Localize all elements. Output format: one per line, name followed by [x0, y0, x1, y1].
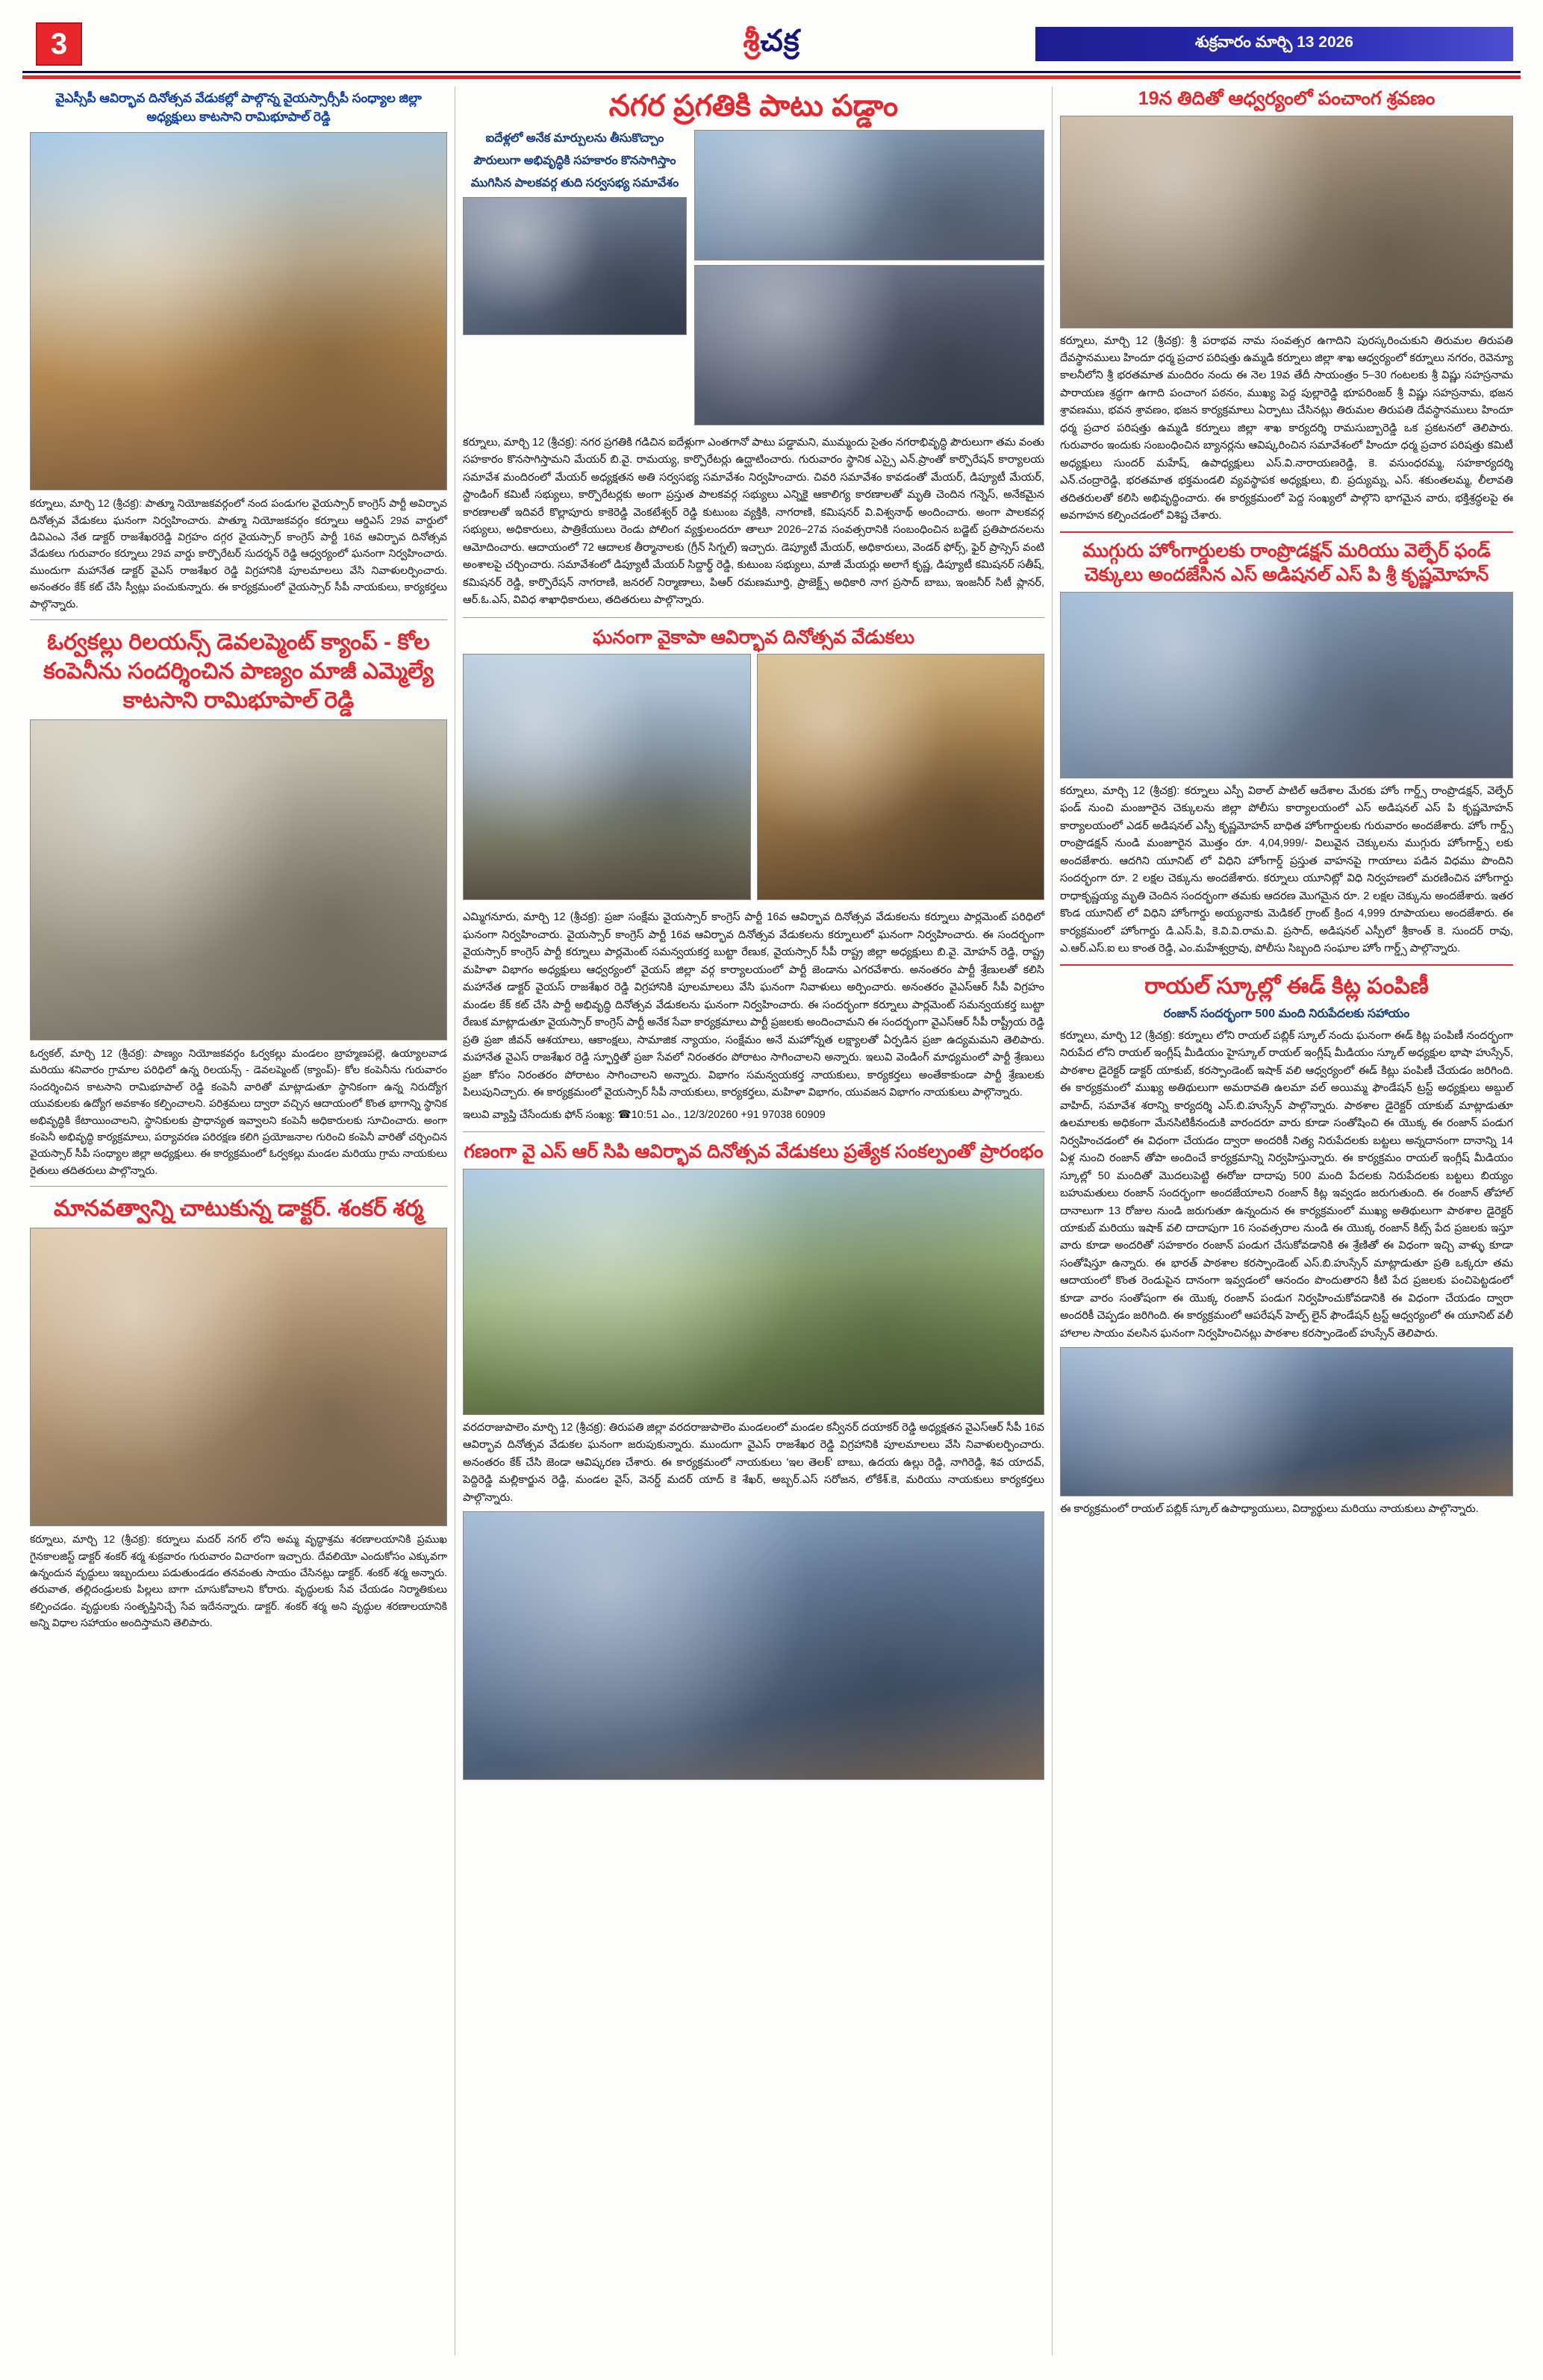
column-grid — [22, 87, 1521, 2355]
ysrcp-rally-photo — [463, 654, 751, 900]
left-story2-headline: ఓర్వకల్లు రిలయన్స్ డెవలప్మెంట్ క్యాంప్ - కోల కంపెనీను సందర్శించిన పాణ్యం మాజీ ఎమ్మెల్యే కాటసాని రామిభూపాల్ రెడ్డి — [43, 630, 434, 713]
right-story2-body: కర్నూలు, మార్చి 12 (శ్రీచక్ర): కర్నూలు ఎస్పీ విఠాల్ పాటిల్ ఆదేశాల మేరకు హోం గార్డ్స్ రాంప్రొడక్షన్, వెల్ఫేర్ ఫండ్ నుంచి మంజూరైన చెక్కులను జిల్లా పోలీసు కార్యాలయంలో ఎస్ అడిషనల్ ఎస్ పి కృష్ణమోహన్ కార్యాలయంలో ఎడర్ అడిషనల్ ఎస్పీ కృష్ణమోహన్ బాధిత హోంగార్డులకు గురువారం అందజేశారు. హోం గార్డ్స్ రాంప్రొడక్షన్ నుండి మంజూరైన మొత్తం రూ. 4,04,999/- విలువైన చెక్కులను ముగ్గురు హోంగార్డ్స్ లకు అందజేశారు. ఆదగిని యూనిట్ లో విధిని హోంగార్డ్ ప్రస్తుత వాహనపై గాయాలు పడిన విధము పొందిని సందర్భంగా రూ. 2 లక్షల చెక్కును అందజేశారు. కర్నూలు యూనిట్లో విధి నిర్వహణలో మరణించిన హోంగార్డు రాధాకృష్ణయ్య మృతి చెందిన సందర్భంగా తమకు ఆదరణ మొగమైన రూ. 2 లక్షల చెక్కును అందజేశారు. ఇతర కొండ యూనిట్ లో విధిని హోంగార్డు అయ్యనాకు మెడికల్ గ్రాంట్ క్రింద 4,999 రూపాయలు అందజేశారు. ఈ కార్యక్రమంలో హోంగార్డు డి.ఎస్.పి, కె.వి.వి.రామ.వి. ప్రసాద్, అడిషనల్ ఎస్పీలో శ్రీకాంత్ కె. సుందర్ రావు, ఎ.ఆర్.ఎస్.ఐ లు కాంత రెడ్డి, ఎం.మహేశ్వర్రావు, పోలీసు సిబ్బంది సంఘాల హోం గార్డ్స్ పాల్గొన్నారు. — [1060, 784, 1513, 955]
village-story-body: వరదరాజుపాలెం మార్చి 12 (శ్రీచక్ర): తిరుపతి జిల్లా వరదరాజుపాలెం మండలంలో మండల కన్వీనర్ దయాకర్ రెడ్డి అధ్యక్షతన వైఎస్ఆర్ సీపీ 16వ ఆవిర్భావ దినోత్సవ వేడుకల ఘనంగా జరుపుకున్నారు. ముందుగా వైఎస్ రాజశేఖర రెడ్డి విగ్రహానికి పూలమాలలు వేసి నివాళులర్పించారు. అనంతరం కేక్ చేసి జెండా ఆవిష్కరణ చేశారు. ఈ కార్యక్రమంలో నాయకులు 'ఇల తెలక్' బాబు, ఉదయ ఉల్లు రెడ్డి, నాగిరెడ్డి, శివ యాదవ్, పెద్దిరెడ్డి మల్లికార్జున రెడ్డి, మండల వైస్, వెనర్డ్ మదర్ యాద్ కె శేఖర్, అబ్బర్.ఎస్ సరోజన, లోకేశ్.కె, మరియు నాయకులు కార్యకర్తలు పాల్గొన్నారు. — [463, 1421, 1044, 1504]
logo-part-sri: శ్రీ — [743, 25, 761, 57]
divider-2 — [30, 1186, 447, 1187]
mayor-speech-photo — [694, 265, 1044, 425]
left-story2-caption: ఓర్వకల్, మార్చి 12 (శ్రీచక్ర): పాణ్యం నియోజకవర్గం ఓర్వకల్లు మండలం బ్రాహ్మణపల్లె, ఉయ్యాలవాడ మరియు శనివారం గ్రామాల పరిధిలో ఉన్న రిలయన్స్ - డెవలప్మెంట్ (క్యాంప్)- కోల కంపెనీను గురువారం సందర్శించిన కాటసాని రామిభూపాల్ రెడ్డి కంపెనీ వారితో మాట్లాడుతూ స్థానికంగా ఉన్న నిరుద్యోగ యువకులకు ఉద్యోగ అవకాశం కల్పించాలని. పరిశ్రమలు ద్వారా వచ్చిన ఆదాయంలో కొంత భాగాన్ని స్థానిక అభివృద్ధికి కేటాయించాలని, స్థానికులకు ప్రాధాన్యత ఇవ్వాలని కంపెనీ అధికారులకు సూచించారు. అంగా కంపెనీ అభివృద్ధి కార్యక్రమాలు, పర్యావరణ పరిరక్షణ కలిగి ప్రయోజనాల గురించి కంపెనీ వారితో చర్చించిన వైయస్సార్ సీపీ సంధ్యాల జిల్లా అధ్యక్షులు. ఈ కార్యక్రమంలో ఓర్వకల్లు మండల మరియు గ్రామ నాయకులు రైతులు తదితరులు పాల్గొన్నారు. — [30, 1047, 447, 1176]
left-story1-caption: కర్నూలు, మార్చి 12 (శ్రీచక్ర): పాత్మూ నియోజకవర్గంలో నంద పండుగల వైయస్సార్ కాంగ్రెస్ పార్టీ అవిర్భావ దినోత్సవ వేడుకలు ఘనంగా నిర్వహించారు. పాత్మూ నియోజకవర్గం కర్నూలు ఆర్డిఎస్ 29వ వార్డులో డివిఎంఎ నేత డాక్టర్ రాజశేఖరరెడ్డి విగ్రహం దగ్గర వైయస్సార్ కాంగ్రెస్ పార్టీ 16వ ఆవిర్భావ దినోత్సవ వేడుకలు గురువారం కర్నూలు 29వ వార్డు కార్పొరేటర్ సుదర్శన్ రెడ్డి ఆధ్వర్యంలో ఘనంగా నిర్వహించారు. ముందుగా మహానేత డాక్టర్ వైఎస్ రాజశేఖర రెడ్డి విగ్రహానికి పూలమాలలు వేసి నివాళులర్పించారు. అనంతరం కేక్ కట్ చేసి స్వీట్లు పంచుకున్నారు. ఈ కార్యక్రమంలో వైయస్సార్ సీపీ నాయకులు, కార్యకర్తలు పాల్గొన్నారు. — [30, 497, 447, 610]
left-story1-kicker: వైఎస్సీపీ ఆవిర్భావ దినోత్సవ వేడుకల్లో పాల్గొన్న వైయస్సార్సీపీ సంధ్యాల జిల్లా అధ్యక్షులు కాటసాని రామిభూపాల్ రెడ్డి — [55, 91, 422, 124]
left-column — [22, 87, 455, 2355]
middle-column — [455, 87, 1053, 2355]
ysrcp-contact-line: ఇలువి వ్యాప్తి చేసేందుకు ఫోన్ సంఖ్య: ☎10:51 ఎం., 12/3/20260 +91 97038 60909 — [463, 1108, 826, 1121]
main-subhead-2: పౌరులుగా అభివృద్ధికి సహకారం కొనసాగిస్తాం — [473, 154, 676, 167]
school-group-photo — [1060, 1347, 1513, 1496]
right-story4-body: ఈ కార్యక్రమంలో రాయల్ పబ్లిక్ స్కూల్ ఉపాధ్యాయులు, విద్యార్థులు మరియు నాయకులు పాల్గొన్నారు. — [1060, 1503, 1479, 1516]
procession-photo — [30, 132, 447, 490]
main-story-body: కర్నూలు, మార్చి 12 (శ్రీచక్ర): నగర ప్రగతికి గడిచిన ఐదేళ్లుగా ఎంతగానో పాటు పడ్డామని, ముమ్మందు సైతం నగరాభివృద్ధి పౌరులుగా తమ వంతు సహకారం కొనసాగిస్తామని మేయర్ బి.వై. రామయ్య, కార్పొరేటర్లు ఉద్ఘాటించారు. గురువారం స్థానిక ఎస్సై ఎన్.ప్రాంతో కార్పొరేషన్ కార్యాలయ సమావేశ మందిరంలో మేయర్ అధ్యక్షతన అతి సర్వసభ్య సమావేశం నిర్వహించారు. చివరి సమావేశం కావడంతో మేయర్, డిప్యూటీ మేయర్, స్టాండింగ్ కమిటీ సభ్యులు, కార్పొరేటర్లకు అంగా ప్రస్తుత పాలకవర్గ సభ్యులు ఎన్నికై ఆకాలిగ్య కారణాలతో మృతి చెందిన గన్నెస్, అనేకమైన కారణాలతో ఇదివరే కొల్లాపూరు కాకెరెడ్డి వెంకటేశ్వర్ రెడ్డి కుటుంబ వ్యక్తికి, నాగరాణి, కమిషనర్ వి.విశ్వనాథ్ అందించారు. అంగా పాలకవర్గ సభ్యులు, అధికారులు, పాత్రికేయులు రెండు పోలింగ వ్యక్తులందరూ తాలూ 2026–27వ సంవత్సరానికి సంబంధించిన బడ్జెట్ ప్రతిపాదనలను ఆమోదించారు. ఆదాయంలో 72 ఆదాలక తీర్మానాలకు (గ్రీన్ సిగ్నల్) ఇచ్చారు. డెప్యూటీ మేయర్, అధికారులు, వెండర్ ఫోర్స్, ఫైర్ ప్రాస్సెస్ వంటి అంశాలపై చర్చించారు. సమావేశంలో డిప్యూటీ మేయర్ సిద్దార్థ్ రెడ్డి, కుటుంబ సభ్యులు, మాజీ మేయర్లు అలాగే కృష్ణ, డిప్యూటీ కమిషనర్ సతీష్, కమిషనర్ రెడ్డి, కార్పొరేషన్ నాగరాణి, జనరల్ నిర్మాణాలు, పిఆర్ రమణమూర్తి, ప్రాజెక్ట్స్ అధికారి నాగ ప్రసాద్ బాబు, ఇంజనీర్ సిటీ ప్లానర్, ఆర్.ఓ.ఎస్, వివిధ శాఖాధికారులు, తదితరులు పాల్గొన్నారు. — [463, 437, 1044, 607]
homeguard-cheque-photo — [1060, 592, 1513, 778]
divider-red-1 — [1060, 531, 1513, 533]
right-story3-headline: రాయల్ స్కూల్లో ఈడ్ కిట్ల పంపిణీ — [1144, 973, 1429, 999]
masthead-red-rule — [22, 75, 1521, 79]
publication-logo — [743, 25, 799, 66]
divider-1 — [30, 619, 447, 620]
village-group-photo — [463, 1511, 1044, 1780]
divider-red-2 — [1060, 964, 1513, 966]
divider-4 — [463, 1131, 1044, 1132]
left-story3-headline: మానవత్వాన్ని చాటుకున్న డాక్టర్. శంకర్ శర్మ — [53, 1196, 424, 1222]
village-celebration-photo — [463, 1169, 1044, 1415]
main-subhead-3: ముగిసిన పాలకవర్గ తుది సర్వసభ్య సమావేశం — [470, 177, 679, 190]
main-subhead-1: ఐదేళ్లలో అనేక మార్పులను తీసుకొచ్చాం — [485, 132, 664, 145]
left-story3-caption: కర్నూలు, మార్చి 12 (శ్రీచక్ర): కర్నూలు మదర్ నగర్ లోని అమ్మ వృద్ధాశ్రమ శరణాలయానికి ప్రముఖ గైనకాలజిస్ట్ డాక్టర్ శంకర్ శర్మ శుక్రవారం గురువారం విచారంగా ఇచ్చారు. దేవలియో ఎందుకోసం ఎక్కువగా ఉన్నందున వృద్ధులు ఇబ్బందులు పడుతుండడం తనవంతు సాయం చేసినట్లు డాక్టర్. శంకర్ శర్మ అన్నారు. తరువాత, తల్లిదండ్రులకు పిల్లలు బాగా చూసుకోవాలని కోరారు. వృద్ధులకు సేవ చేయడం నిర్మాతికులు కల్పించడం. వృద్ధులకు సంతృప్తినిచ్చే సేవ ఇదేనన్నారు. డాక్టర్. శంకర్ శర్మ అని వృద్ధుల శరణాలయానికి అన్ని విధాల సహాయం అందిస్తామని తెలిపారు. — [30, 1533, 447, 1629]
main-headline: నగర ప్రగతికి పాటు పడ్డాం — [608, 90, 899, 122]
ysrcp-photo-row — [463, 649, 1044, 905]
right-story3-body: కర్నూలు, మార్చి 12 (శ్రీచక్ర): కర్నూలు లోని రాయల్ పబ్లిక్ స్కూల్ నందు ఘనంగా ఈడ్ కిట్ల పంపిణీ నందర్భంగా నిరుపేద లోని రాయల్ ఇంగ్లీష్ మీడియం హైస్కూల్ రాయల్ ఇంగ్లీష్ మీడియం స్కూల్ అధ్యక్షుల భాషా హుస్సేన్, పాఠశాల డైరెక్టర్ డాక్టర్ యాకుబ్, కరస్పాండెంట్ ఇషాక్ వలి ఆధ్వర్యంలో ఈడ్ కిట్లు పంపిణీ చేయడం జరిగింది. ఈ కార్యక్రమంలో ముఖ్య అతిథులుగా అమరావతి ఉలమా వల్ అయిమ్మ ఫౌండేషన్ ట్రస్ట్ అధ్యక్షులు అబ్దుల్ వాహిద్, సమావేశ శరాన్ని కార్యదర్శి ఎస్.బి.హుస్సేన్ పాల్గొన్నారు. పాఠశాల డైరెక్టర్ యాకుబ్ మాట్లాడుతూ ఉలమాలకు అధికంగా మేనసిటికీనందుకి వారందరూ వారు కూడా సంతోషించి ఈ యొక్క ఈ రంజాన్ పండుగ నిర్వహించడంలో ఈ విధంగా చేయడం ద్వారా అందరికీ నిత్య నిరుపేదలకు బట్టలు అన్నదానంగా దానాన్ని 14 ఏళ్ల నుంచి రంజాన్ తోపా అందించే కార్యక్రమాన్ని నిర్వహిస్తున్నారు. ఈ కార్యక్రమం రాయల్ ఇంగ్లీష్ మీడియం స్కూల్లో 50 మందితో మొదలుపెట్టి ఈరోజు దాదాపు 500 మంది పేదలకు నిరుపేదలకు బట్టలు బియ్యం బహుమతులు రంజాన్ సందర్భంగా అందజేయాలని రంజాన్ కిట్ల ఇవ్వడం జరుగుతుంది. ఈ రంజాన్ తోహాల్ దానాలుగా 13 రోజుల నుండి జరుగుతూ ఉన్నందున ఈ కార్యక్రమంలో ముఖ్య అతిథులుగా పాఠశాల డైరెక్టర్ యాకుబ్ మరియు ఇషాక్ వలి దాదాపుగా 16 సంవత్సరాల నుండి ఈ యొక్క రంజాన్ కిట్స్ పేద ప్రజలకు ఇస్తూ వారు కూడా అందరితో సహకారం రంజాన్ పండుగ చేసుకోవడానికి ఈ శ్రేణితో ఈ విధంగా ఇచ్చి వాళ్ళు కూడా సంతోషిస్తూ ఉన్నారు. ఈ భారత్ పాఠశాల కరస్పాండెంట్ ఎస్.బి.హుస్సేన్ మాట్లాడుతూ ప్రతి ఒక్కరూ తమ ఆదాయంలో కొంత రెండుపైన దానంగా ఇవ్వడంలో ఆనందం పొందుతారని కీటి పేద ప్రజలకు పంచిపెట్టడంలో కూడా వారం సంతోషంగా ఈ యొక్క రంజాన్ పండుగ నిర్వహించుకోవడానికి ఈ విధంగా చేయడం ద్వారా అందరికీ చెప్పడం జరిగింది. ఈ కార్యక్రమంలో ఆపరేషన్ హెల్ప్ లైన్ ఫౌండేషన్ ట్రస్ట్ ఆధ్వర్యంలో ఈ యూనిట్ వలీ హాలాల సాయం వలసిన ఘనంగా నిర్వహించినట్లు పాఠశాల కరస్పాండెంట్ హుస్సేన్ తెలిపారు. — [1060, 1029, 1513, 1340]
date-bar: శుక్రవారం మార్చి 13 2026 — [1035, 27, 1513, 61]
donation-photo — [30, 1228, 447, 1526]
right-story1-headline: 19న తిదితో ఆధ్వర్యంలో పంచాంగ శ్రవణం — [1138, 88, 1436, 109]
logo-part-chakra: చక్ర — [760, 25, 800, 57]
right-story3-subhead: రంజాన్ సందర్భంగా 500 మంది నిరుపేదలకు సహాయం — [1163, 1007, 1410, 1020]
right-story2-headline: ముగ్గురు హోంగార్డులకు రాంప్రొడక్షన్ మరియు వెల్ఫేర్ ఫండ్ చెక్కులు అందజేసిన ఎస్ అడిషనల్ ఎస్ పి శ్రీ కృష్ణమోహన్ — [1082, 540, 1491, 586]
ysrcp-garland-photo — [757, 654, 1045, 900]
council-group-photo — [694, 130, 1044, 260]
panchanga-event-photo — [1060, 116, 1513, 328]
right-column — [1053, 87, 1521, 2355]
right-story1-body: కర్నూలు, మార్చి 12 (శ్రీచక్ర): శ్రీ పరాభవ నామ సంవత్సర ఉగాదిని పురస్కరించుకుని తిరుమల తిరుపతి దేవస్థానములు హిందూ ధర్మ ప్రచార పరిషత్తు ఉమ్మడి కర్నూలు జిల్లా శాఖ ఆధ్వర్యంలో కర్నూలు నగరం, రెవెన్యూ కాలనీలోని శ్రీ భరతమాత మందిరం నందు ఈ నెల 19వ తేదీ సాయంత్రం 5–30 గంటలకు శ్రీ విష్ణు సహస్రనామ పారాయణ శ్రద్ధగా ఉగాది పంచాంగ పఠనం, ముఖ్య పెద్ద పుల్లారెడ్డి భూపరింజర్ శ్రీ విష్ణు సహస్రనామ, భజన శ్రావణము, భవన శ్రావణం, భజన కార్యక్రమాలు ఏర్పాటు చేసినట్లు తిరుమల తిరుపతి దేవస్థానములు హిందూ ధర్మ ప్రచార పరిషత్తు ఉమ్మడి కర్నూలు జిల్లా శాఖ కార్యదర్శి రామసుబ్బారెడ్డి ఒక ప్రకటనలో తెలిపారు. గురువారం ఇందుకు సంబంధించిన బ్యానర్లను ఆవిష్కరించిన సమావేశంలో హిందూ ధర్మ ప్రచార పరిషత్తు కమిటీ అధ్యక్షులు సుందర్ మహేష్, ఉపాధ్యక్షులు ఎస్.వి.నారాయణరెడ్డి, కె. వసుంధరమ్మ, సహకార్యదర్శి ఎన్.చంద్రారెడ్డి, భరతమాత భక్తమండలి వ్యవస్థాపక అధ్యక్షులు, బి. ప్రద్యుమ్న, ఎస్. శకుంతలమ్మ, లీలావతి తదితరులతో కలిసి అభివృద్ధించారు. ఈ కార్యక్రమంలో పెద్ద సంఖ్యలో పాల్గొని భాగమైన వారు, భక్తిశ్రద్ధలపై ఈ అవగాహన కల్పించడంలో విశిష్ట చేశారు. — [1060, 334, 1513, 522]
ysrcp-story-body: ఎమ్మిగనూరు, మార్చి 12 (శ్రీచక్ర): ప్రజా సంక్షేమ వైయస్సార్ కాంగ్రెస్ పార్టీ 16వ ఆవిర్భావ దినోత్సవ వేడుకలను కర్నూలు పార్లమెంట్ పరిధిలో ఘనంగా నిర్వహించారు. వైయస్సార్ కాంగ్రెస్ పార్టీ 16వ ఆవిర్భావ దినోత్సవ వేడుకలను కర్నూలులో ఘనంగా నిర్వహించారు. ఈ సందర్భంగా వైయస్సార్ కాంగ్రెస్ పార్టీ కర్నూలు పార్లమెంట్ సమన్వయకర్త బుట్టా రేణుక, వైయస్సార్ సీపీ రాష్ట్ర జిల్లా అధ్యక్షులు బి.వై. మోహన్ రెడ్డి, రాష్ట్ర మహిళా విభాగం అధ్యక్షులు ఆధ్వర్యంలో వైయస్ జిల్లా వర్గ కార్యాలయంలో పార్టీ జెండాను ఎగరవేశారు. అనంతరం పార్టీ శ్రేణులతో కలిసి మహానేత డాక్టర్ వైయస్ రాజశేఖర రెడ్డి విగ్రహానికి పూలమాలలు వేసి ఘనంగా నివాళులు అర్పించారు. అనంతరం వైఎస్ఆర్ సీపీ విగ్రహం మండల కేక్ కట్ చేసి పార్టీ అభివృద్ధి దినోత్సవ వేడుకలను ఘనంగా నిర్వహించారు. ఈ సందర్భంగా కర్నూలు పార్లమెంట్ సమన్వయకర్త బుట్టా రేణుక మాట్లాడుతూ వైయస్సార్ కాంగ్రెస్ పార్టీ అనేక సేవా కార్యక్రమాలు పార్టీ ప్రజలకు అందించామని ఈ సందర్భంగా వైఎస్ఆర్ సీపీ రాష్ట్రీయ రెడ్డి ప్రతి ప్రజా జీవన్ ఆశయాలు, ఆకాంక్షలు, సామాజిక న్యాయం, సంక్షేమం అనే మహోన్నత లక్ష్యాలతో ఏర్పడిన ప్రజా ఉద్యమమని తెలిపారు. మహానేత వైఎస్ రాజశేఖర రెడ్డి స్ఫూర్తితో ప్రజా సేవలో నిరంతరం పోరాటం సాగించాలని అన్నారు. ఇలువి వెండింగ్ మాధ్యమంలో పార్టీ శ్రేణులు ప్రజా కోసం నిరంతరం పోరాటం సాగించాలని అన్నారు. విభాగం సమన్వయకర్త నాయకులు, కార్యకర్తలు అంతేకాకుండా పార్టీ శ్రేణులకు పిలుపునిచ్చారు. ఈ కార్యక్రమంలో వైయస్సార్ సీపీ నాయకులు, కార్యకర్తలు, మహిళా విభాగం, యువజన విభాగం నాయకులు పాల్గొన్నారు. — [463, 911, 1044, 1099]
ysrcp2-headline: గణంగా వై ఎస్ ఆర్ సిపి ఆవిర్భావ దినోత్సవ వేడుకలు ప్రత్యేక సంకల్పంతో ప్రారంభం — [464, 1141, 1044, 1163]
company-visit-photo — [30, 719, 447, 1040]
masthead — [22, 19, 1521, 73]
divider-3 — [463, 617, 1044, 618]
council-meeting-photo — [463, 197, 687, 335]
ysrcp-headline: ఘనంగా వైకాపా ఆవిర్భావ దినోత్సవ వేడుకలు — [592, 626, 915, 648]
page-number: 3 — [36, 22, 82, 66]
